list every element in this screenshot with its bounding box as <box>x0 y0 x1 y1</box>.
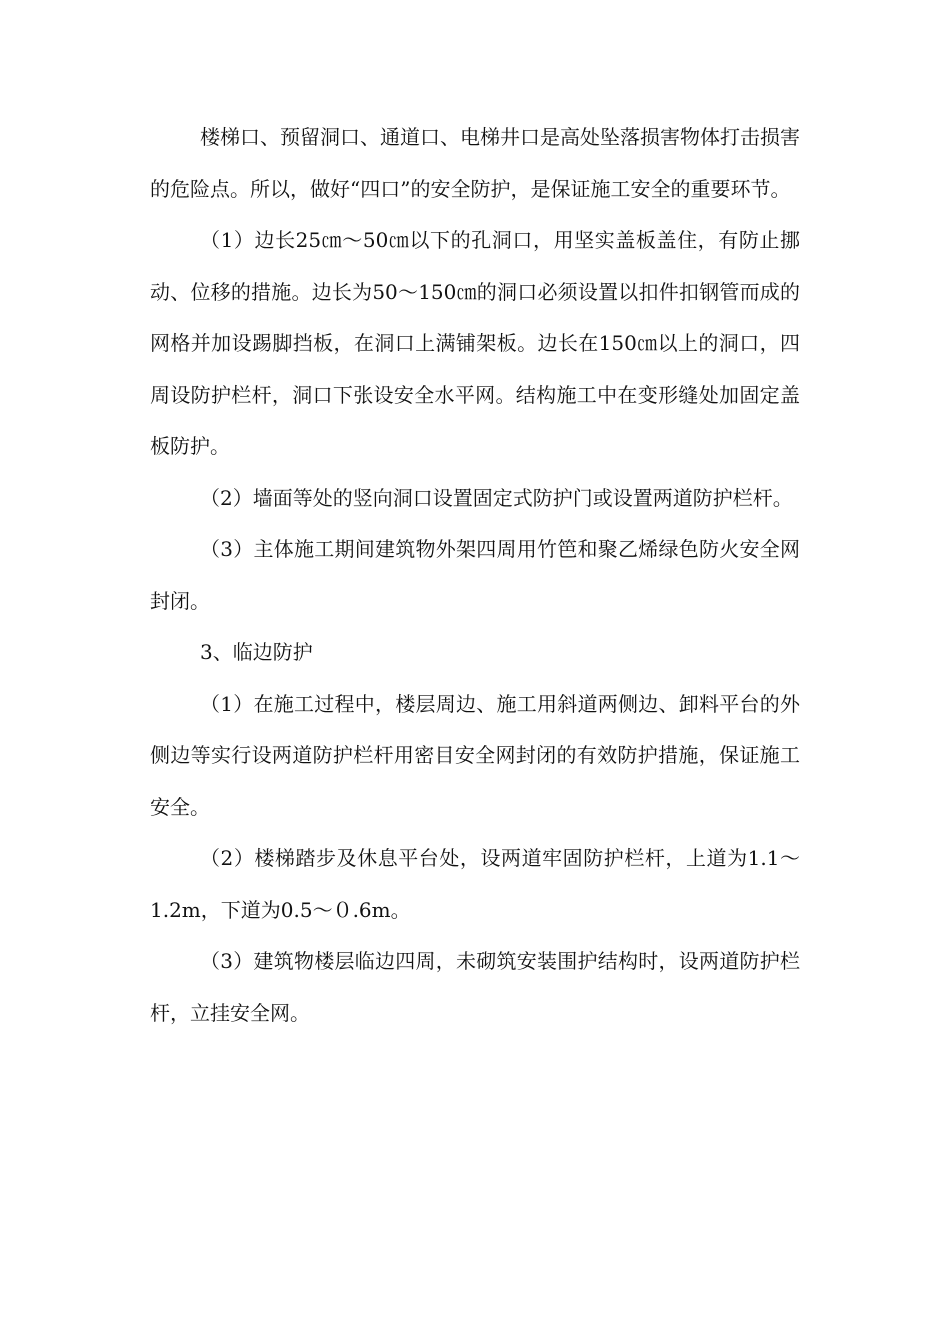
paragraph-edge-item-1: （1）在施工过程中，楼层周边、施工用斜道两侧边、卸料平台的外侧边等实行设两道防护栏杆用密目安全网封闭的有效防护措施，保证施工安全。 <box>150 691 800 819</box>
paragraph-item-1: （1）边长25㎝～50㎝以下的孔洞口，用坚实盖板盖住，有防止挪动、位移的措施。边长为50～150㎝的洞口必须设置以扣件扣钢管而成的网格并加设踢脚挡板，在洞口上满铺架板。边长在150㎝以上的洞口，四周设防护栏杆，洞口下张设安全水平网。结构施工中在变形缝处加固定盖板防护。 <box>150 228 800 458</box>
section-heading-edge-protection: 3、临边防护 <box>200 640 313 664</box>
paragraph-intro: 楼梯口、预留洞口、通道口、电梯井口是高处坠落损害物体打击损害的危险点。所以，做好“四口”的安全防护，是保证施工安全的重要环节。 <box>150 125 800 201</box>
paragraph-item-2: （2）墙面等处的竖向洞口设置固定式防护门或设置两道防护栏杆。 <box>200 485 793 510</box>
paragraph-item-3: （3）主体施工期间建筑物外架四周用竹笆和聚乙烯绿色防火安全网封闭。 <box>150 537 800 613</box>
paragraph-edge-item-3: （3）建筑物楼层临边四周，未砌筑安装围护结构时，设两道防护栏杆，立挂安全网。 <box>150 949 800 1025</box>
paragraph-edge-item-2: （2）楼梯踏步及休息平台处，设两道牢固防护栏杆，上道为1.1～1.2m，下道为0.5～０.6m。 <box>150 846 800 922</box>
document-body <box>150 112 800 1039</box>
